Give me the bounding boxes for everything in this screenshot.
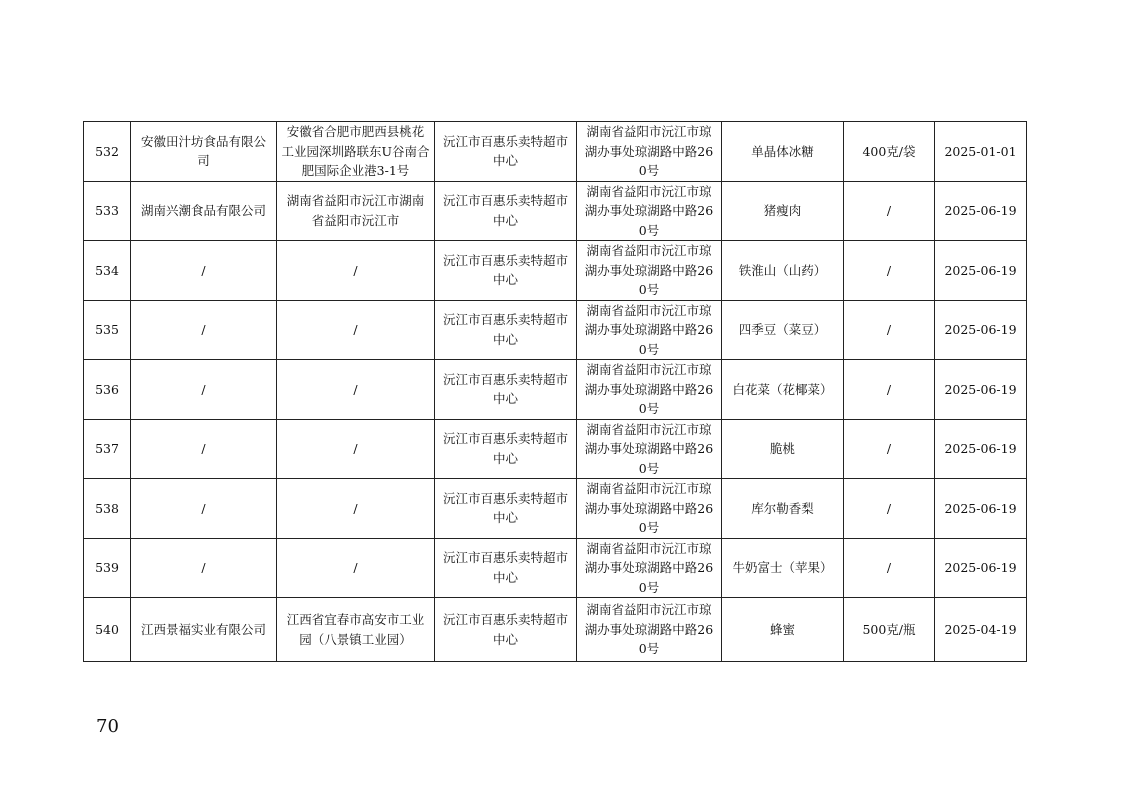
producer-address: /	[277, 300, 435, 360]
row-number: 535	[84, 300, 131, 360]
producer-name: /	[131, 538, 277, 598]
product-name: 四季豆（菜豆）	[722, 300, 844, 360]
producer-address: 湖南省益阳市沅江市湖南省益阳市沅江市	[277, 181, 435, 241]
product-spec: /	[844, 538, 935, 598]
product-spec: /	[844, 181, 935, 241]
table-row	[84, 181, 1027, 241]
producer-name: 安徽田汁坊食品有限公司	[131, 122, 277, 182]
product-spec: /	[844, 479, 935, 539]
product-spec: /	[844, 241, 935, 301]
production-date: 2025-06-19	[935, 241, 1027, 301]
table-row	[84, 241, 1027, 301]
table-row	[84, 300, 1027, 360]
producer-address: /	[277, 241, 435, 301]
producer-name: /	[131, 419, 277, 479]
product-name: 猪瘦肉	[722, 181, 844, 241]
product-spec: /	[844, 419, 935, 479]
row-number: 537	[84, 419, 131, 479]
seller-name: 沅江市百惠乐卖特超市中心	[435, 538, 577, 598]
seller-address: 湖南省益阳市沅江市琼湖办事处琼湖路中路260号	[577, 181, 722, 241]
product-name: 铁淮山（山药）	[722, 241, 844, 301]
producer-address: /	[277, 538, 435, 598]
seller-address: 湖南省益阳市沅江市琼湖办事处琼湖路中路260号	[577, 300, 722, 360]
row-number: 539	[84, 538, 131, 598]
row-number: 533	[84, 181, 131, 241]
production-date: 2025-06-19	[935, 419, 1027, 479]
producer-name: /	[131, 360, 277, 420]
table-row	[84, 360, 1027, 420]
seller-address: 湖南省益阳市沅江市琼湖办事处琼湖路中路260号	[577, 598, 722, 662]
product-name: 脆桃	[722, 419, 844, 479]
production-date: 2025-06-19	[935, 300, 1027, 360]
producer-address: 江西省宜春市高安市工业园（八景镇工业园）	[277, 598, 435, 662]
production-date: 2025-06-19	[935, 479, 1027, 539]
seller-name: 沅江市百惠乐卖特超市中心	[435, 598, 577, 662]
row-number: 534	[84, 241, 131, 301]
producer-name: 湖南兴潮食品有限公司	[131, 181, 277, 241]
product-spec: /	[844, 360, 935, 420]
producer-name: /	[131, 300, 277, 360]
producer-address: 安徽省合肥市肥西县桃花工业园深圳路联东U谷南合肥国际企业港3-1号	[277, 122, 435, 182]
product-spec: 400克/袋	[844, 122, 935, 182]
seller-name: 沅江市百惠乐卖特超市中心	[435, 122, 577, 182]
seller-address: 湖南省益阳市沅江市琼湖办事处琼湖路中路260号	[577, 419, 722, 479]
table-row	[84, 598, 1027, 662]
seller-address: 湖南省益阳市沅江市琼湖办事处琼湖路中路260号	[577, 538, 722, 598]
product-spec: 500克/瓶	[844, 598, 935, 662]
product-name: 单晶体冰糖	[722, 122, 844, 182]
producer-address: /	[277, 419, 435, 479]
row-number: 536	[84, 360, 131, 420]
producer-name: /	[131, 479, 277, 539]
product-spec: /	[844, 300, 935, 360]
page-number: 70	[96, 716, 119, 737]
seller-name: 沅江市百惠乐卖特超市中心	[435, 360, 577, 420]
product-name: 牛奶富士（苹果）	[722, 538, 844, 598]
production-date: 2025-01-01	[935, 122, 1027, 182]
producer-name: 江西景福实业有限公司	[131, 598, 277, 662]
seller-address: 湖南省益阳市沅江市琼湖办事处琼湖路中路260号	[577, 122, 722, 182]
product-name: 蜂蜜	[722, 598, 844, 662]
producer-address: /	[277, 360, 435, 420]
product-name: 白花菜（花椰菜）	[722, 360, 844, 420]
table-row	[84, 419, 1027, 479]
seller-name: 沅江市百惠乐卖特超市中心	[435, 181, 577, 241]
row-number: 532	[84, 122, 131, 182]
seller-name: 沅江市百惠乐卖特超市中心	[435, 479, 577, 539]
production-date: 2025-06-19	[935, 181, 1027, 241]
seller-name: 沅江市百惠乐卖特超市中心	[435, 241, 577, 301]
row-number: 538	[84, 479, 131, 539]
results-table	[83, 121, 1027, 662]
seller-address: 湖南省益阳市沅江市琼湖办事处琼湖路中路260号	[577, 241, 722, 301]
table-row	[84, 538, 1027, 598]
seller-name: 沅江市百惠乐卖特超市中心	[435, 419, 577, 479]
production-date: 2025-06-19	[935, 538, 1027, 598]
seller-address: 湖南省益阳市沅江市琼湖办事处琼湖路中路260号	[577, 360, 722, 420]
table-row	[84, 479, 1027, 539]
row-number: 540	[84, 598, 131, 662]
producer-address: /	[277, 479, 435, 539]
seller-address: 湖南省益阳市沅江市琼湖办事处琼湖路中路260号	[577, 479, 722, 539]
production-date: 2025-04-19	[935, 598, 1027, 662]
producer-name: /	[131, 241, 277, 301]
table-row	[84, 122, 1027, 182]
seller-name: 沅江市百惠乐卖特超市中心	[435, 300, 577, 360]
production-date: 2025-06-19	[935, 360, 1027, 420]
product-name: 库尔勒香梨	[722, 479, 844, 539]
